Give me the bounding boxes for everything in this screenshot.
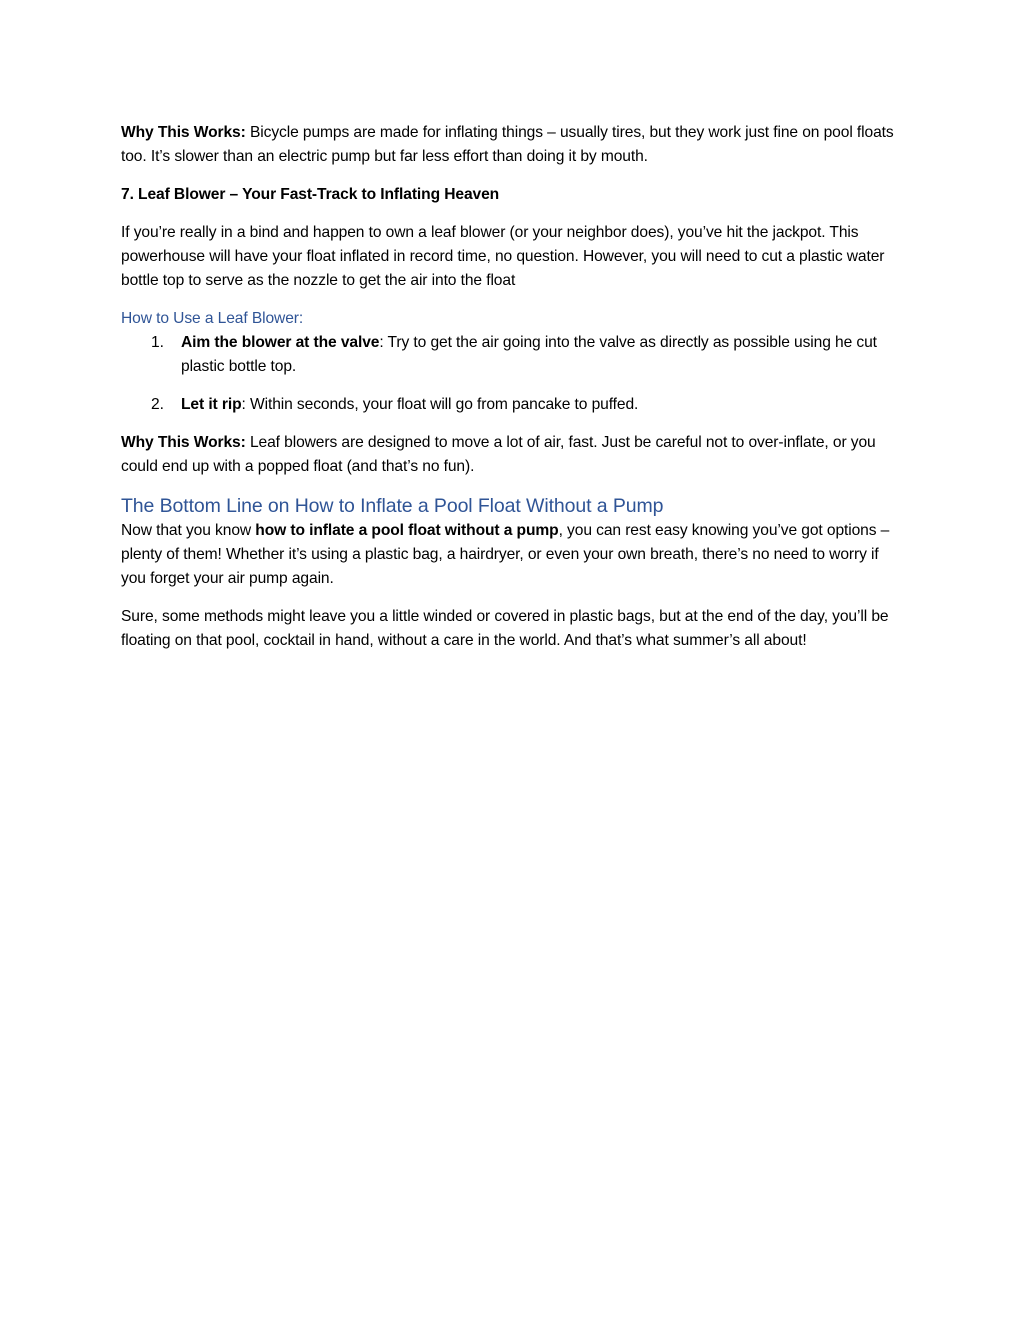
bottom-line-paragraph-2: Sure, some methods might leave you a little winded or covered in plastic bags, but at the end of the day, you’ll be floating on that pool, cocktail in hand, without a care in the world. And that’s what summer’s all about! bbox=[121, 608, 889, 649]
bottom-line-heading: The Bottom Line on How to Inflate a Pool Float Without a Pump bbox=[121, 495, 664, 517]
leaf-blower-steps-list bbox=[121, 331, 906, 417]
list-item bbox=[121, 393, 906, 417]
bottom-line-p1-pre: Now that you know bbox=[121, 522, 256, 539]
how-to-use-leaf-blower-subheading: How to Use a Leaf Blower: bbox=[121, 310, 304, 327]
why-this-works-leaf-blower-paragraph bbox=[121, 431, 906, 479]
list-item-bold-label: Aim the blower at the valve bbox=[181, 334, 380, 351]
list-item-number: 1. bbox=[151, 334, 164, 351]
why-this-works-bicycle-paragraph bbox=[121, 121, 906, 169]
bottom-line-paragraph-1 bbox=[121, 519, 906, 591]
list-item bbox=[121, 331, 906, 379]
list-item-bold-label: Let it rip bbox=[181, 396, 242, 413]
why-this-works-label: Why This Works: bbox=[121, 124, 246, 141]
section-heading-text: 7. Leaf Blower – Your Fast-Track to Inflating Heaven bbox=[121, 186, 500, 203]
why-this-works-text: Leaf blowers are designed to move a lot of air, fast. Just be careful not to over-inflate, or you could end up with a popped float (and that’s no fun). bbox=[121, 434, 876, 475]
list-item-number: 2. bbox=[151, 396, 164, 413]
bottom-line-p1-post: , you can rest easy knowing you’ve got options – plenty of them! Whether it’s using a plastic bag, a hairdryer, or even your own breath, there’s no need to worry if you forget your air pump again. bbox=[121, 522, 890, 587]
list-item-text: : Try to get the air going into the valve as directly as possible using he cut plastic bottle top. bbox=[181, 334, 877, 375]
why-this-works-text: Bicycle pumps are made for inflating things – usually tires, but they work just fine on pool floats too. It’s slower than an electric pump but far less effort than doing it by mouth. bbox=[121, 124, 894, 165]
leaf-blower-intro-paragraph: If you’re really in a bind and happen to own a leaf blower (or your neighbor does), you’ve hit the jackpot. This powerhouse will have your float inflated in record time, no question. However, you will need to cut a plastic water bottle top to serve as the nozzle to get the air into the float bbox=[121, 224, 885, 289]
list-item-text: : Within seconds, your float will go from pancake to puffed. bbox=[241, 396, 639, 413]
why-this-works-label: Why This Works: bbox=[121, 434, 246, 451]
section-heading-leaf-blower bbox=[121, 183, 906, 207]
document-body bbox=[121, 121, 906, 667]
bottom-line-p1-bold: how to inflate a pool float without a pump bbox=[255, 522, 559, 539]
